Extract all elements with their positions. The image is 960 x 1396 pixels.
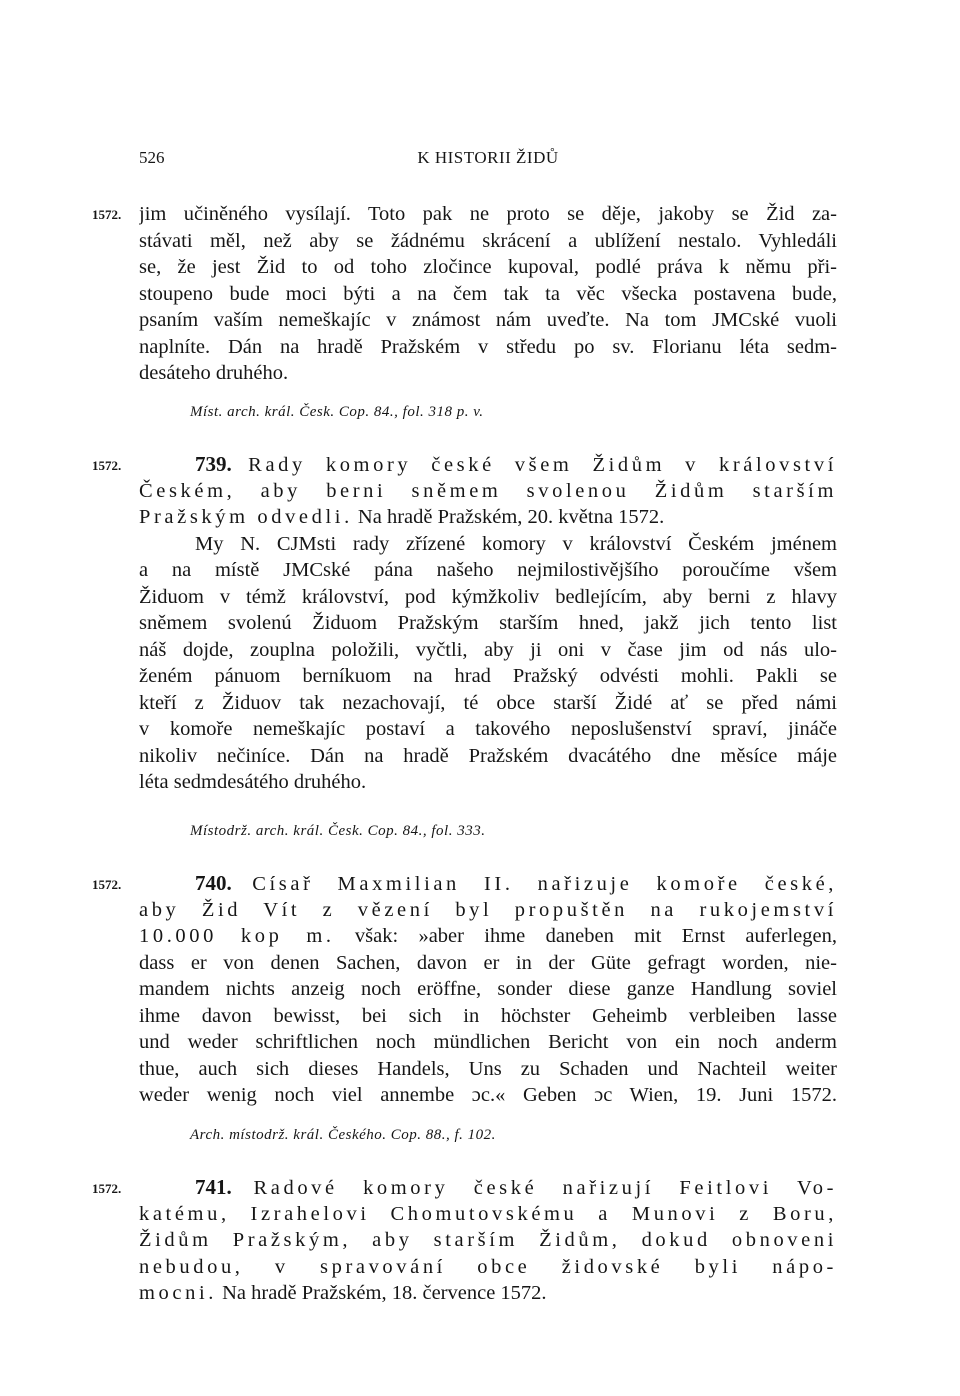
year-marker: 1572.	[92, 458, 122, 473]
text-line: psaním vaším nemeškajíc v známost nám uveďte. Na tom JMCské vuoli	[139, 309, 837, 331]
source-citation: Místodrž. arch. král. Česk. Cop. 84., fol. 333.	[190, 823, 486, 839]
text-line: léta sedmdesátého druhého.	[139, 771, 367, 793]
text-line: dass er von denen Sachen, davon er in der Güte gefragt worden, nie-	[139, 951, 837, 974]
running-title: K HISTORII ŽIDŮ	[417, 148, 559, 167]
text-line: stoupeno bude moci býti a na čem tak ta věc všecka postavena bude,	[139, 282, 837, 305]
text-line: thue, auch sich dieses Handels, Uns zu Schaden und Nachteil weiter	[139, 1057, 837, 1080]
year-marker: 1572.	[92, 877, 122, 892]
entry-741	[139, 1174, 837, 1307]
entry-title-line: 739. Rady komory české všem Židům v království	[195, 452, 837, 476]
entry-title-line: aby Žid Vít z vězení byl propuštěn na rukojemství	[139, 898, 837, 921]
entry-title-line: Pražským odvedli. Na hradě Pražském, 20. května 1572.	[139, 506, 665, 528]
page-number: 526	[139, 148, 165, 167]
text-line: jim učiněného vysílají. Toto pak ne proto se děje, jakoby se Žid za-	[139, 203, 837, 225]
entry-title-line: mocni. Na hradě Pražském, 18. července 1572.	[139, 1282, 547, 1304]
text-line: ihme davon bewisst, bei sich in höchster Geheimb verbleiben lasse	[139, 1004, 837, 1027]
entry-number: 739.	[195, 452, 232, 476]
text-line: v komoře nemeškajíc postaví a takového neposlušenství spraví, jináče	[139, 718, 837, 740]
entry-title-line: Židům Pražským, aby starším Židům, dokud obnoveni	[139, 1229, 837, 1251]
entry-740	[139, 870, 837, 1109]
source-citation: Míst. arch. král. Česk. Cop. 84., fol. 318 p. v.	[190, 404, 484, 420]
text-line: nikoliv nečiníce. Dán na hradě Pražském dvacátého dne měsíce máje	[139, 744, 837, 767]
text-line: und weder schriftlichen noch mündlichen Bericht von ein noch anderm	[139, 1031, 837, 1053]
text-line: stávati měl, než aby se žádnému skrácení a ublížení nestalo. Vyhledáli	[139, 229, 837, 252]
year-marker: 1572.	[92, 1181, 122, 1196]
text-line: ženém pánuom berníkuom na hrad Pražský odvésti mohli. Pakli se	[139, 665, 837, 687]
entry-title-line: katému, Izrahelovi Chomutovskému a Munovi z Boru,	[139, 1202, 837, 1225]
continuation-text	[139, 201, 837, 387]
text-line: My N. CJMsti rady zřízené komory v království Českém jménem	[195, 532, 837, 555]
text-line: mandem nichts anzeig noch eröffne, sonder diese ganze Handlung soviel	[139, 978, 837, 1000]
entry-number: 740.	[195, 871, 232, 895]
text-line: naplníte. Dán na hradě Pražském v středu po sv. Florianu léta sedm-	[139, 335, 837, 358]
text-line: desáteho druhého.	[139, 362, 289, 384]
text-line: sněmem svolenú Židuom Pražským starším hned, jakž jich tento list	[139, 612, 837, 634]
entry-739	[139, 451, 837, 796]
text-line: weder wenig noch viel annembe ɔc.« Geben ɔc Wien, 19. Juni 1572.	[139, 1084, 837, 1106]
text-line: a na místě JMCské pána našeho nejmilostivějšího poroučíme všem	[139, 559, 837, 581]
entry-title-line: nebudou, v spravování obce židovské byli nápo-	[139, 1255, 837, 1278]
entry-title-line: 741. Radové komory české nařizují Feitlovi Vo-	[195, 1175, 837, 1199]
text-line: Židuom v témž království, pod kýmžkoliv bedlejícím, aby berni z hlavy	[139, 585, 837, 608]
entry-title-line: 740. Císař Maxmilian II. nařizuje komoře české,	[195, 871, 837, 895]
text-line: náš dojde, zouplna položili, vyčtli, aby ji oni v čase jim od nás ulo-	[139, 638, 837, 661]
source-citation: Arch. místodrž. král. Českého. Cop. 88., f. 102.	[190, 1127, 496, 1143]
entry-title-line: Českém, aby berni sněmem svolenou Židům starším	[139, 479, 837, 502]
year-marker: 1572.	[92, 207, 122, 222]
page-header	[139, 148, 837, 174]
text-line: kteří z Židuov tak nezachovají, té obce starší Židé ať se před námi	[139, 691, 837, 714]
text-line: se, že jest Žid to od toho zločince kupoval, podlé práva k němu při-	[139, 256, 837, 278]
entry-number: 741.	[195, 1175, 232, 1199]
entry-title-line: 10.000 kop m. však: »aber ihme daneben mit Ernst auferlegen,	[139, 925, 837, 947]
